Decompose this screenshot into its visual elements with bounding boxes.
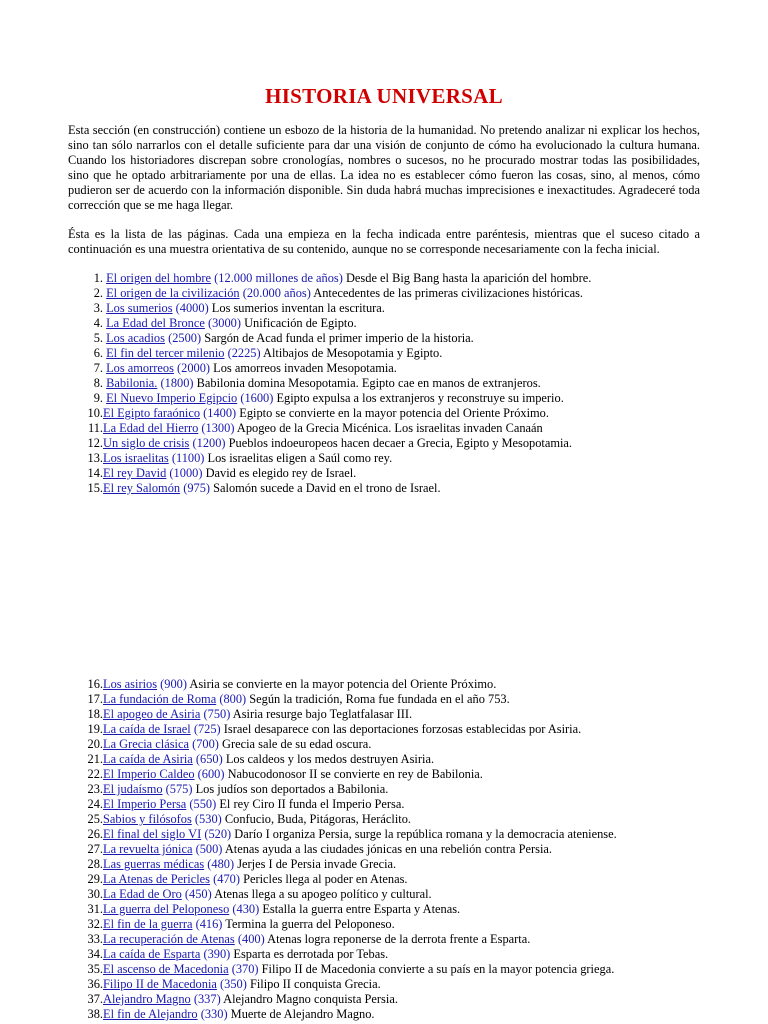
chapter-item [68,316,728,331]
chapter-item [68,346,728,361]
chapter-number: 7. [93,361,103,375]
chapter-link[interactable]: El final del siglo VI [103,827,202,841]
chapter-item [68,857,728,872]
chapter-link[interactable]: El apogeo de Asiria [103,707,201,721]
chapter-link[interactable]: La revuelta jónica [103,842,193,856]
chapter-number: 6. [93,346,103,360]
chapter-description: Grecia sale de su edad oscura. [218,737,372,751]
chapter-link[interactable]: La Edad del Bronce [106,316,205,330]
chapter-date: (2000) [177,361,211,375]
chapter-number: 16. [87,677,103,691]
chapter-date: (12.000 millones de años) [214,271,343,285]
chapter-date: (1000) [169,466,203,480]
chapter-item [68,707,728,722]
chapter-link[interactable]: El rey David [103,466,167,480]
chapter-description: Atenas ayuda a las ciudades jónicas en una rebelión contra Persia. [222,842,553,856]
chapter-item [68,812,728,827]
chapter-date: (530) [194,812,222,826]
chapter-date: (1300) [201,421,235,435]
chapter-description: Asiria resurge bajo Teglatfalasar III. [230,707,413,721]
chapter-number: 28. [87,857,103,871]
chapter-date: (725) [193,722,221,736]
chapter-date: (900) [160,677,187,691]
chapter-number: 4. [93,316,103,330]
chapter-link[interactable]: Los sumerios [106,301,173,315]
chapter-item [68,887,728,902]
chapter-date: (700) [192,737,219,751]
chapter-number: 35. [87,962,103,976]
chapter-date: (2500) [168,331,202,345]
chapter-number: 36. [87,977,103,991]
chapter-link[interactable]: Los israelitas [103,451,169,465]
chapter-description: Estalla la guerra entre Esparta y Atenas. [259,902,461,916]
chapter-link[interactable]: La caída de Israel [103,722,191,736]
chapter-description: Muerte de Alejandro Magno. [227,1007,375,1021]
chapter-link[interactable]: Filipo II de Macedonia [103,977,217,991]
chapter-description: Darío I organiza Persia, surge la república romana y la democracia ateniense. [231,827,617,841]
chapter-description: Desde el Big Bang hasta la aparición del hombre. [342,271,592,285]
chapter-link[interactable]: El Nuevo Imperio Egipcio [106,391,238,405]
chapter-number: 18. [87,707,103,721]
chapter-item [68,932,728,947]
chapter-link[interactable]: Los asirios [103,677,158,691]
chapter-description: Pericles llega al poder en Atenas. [239,872,408,886]
chapter-description: Salomón sucede a David en el trono de Israel. [210,481,441,495]
chapter-date: (416) [195,917,223,931]
chapter-description: Sargón de Acad funda el primer imperio de la historia. [201,331,474,345]
chapter-description: Esparta es derrotada por Tebas. [230,947,389,961]
chapter-number: 30. [87,887,103,901]
chapter-item [68,962,728,977]
chapter-link[interactable]: Los amorreos [106,361,174,375]
chapter-link[interactable]: La Edad del Hierro [103,421,199,435]
chapter-date: (370) [231,962,259,976]
chapter-link[interactable]: La Edad de Oro [103,887,182,901]
chapter-description: David es elegido rey de Israel. [202,466,357,480]
chapter-date: (20.000 años) [242,286,311,300]
chapter-item [68,481,728,496]
chapter-item [68,376,728,391]
chapter-item [68,782,728,797]
chapter-item [68,391,728,406]
chapter-description: Asiria se convierte en la mayor potencia del Oriente Próximo. [187,677,497,691]
chapter-date: (650) [195,752,223,766]
chapter-item [68,947,728,962]
chapter-item [68,361,728,376]
chapter-description: Termina la guerra del Peloponeso. [222,917,395,931]
chapter-link[interactable]: Los acadios [106,331,165,345]
chapter-item [68,737,728,752]
chapter-number: 12. [87,436,103,450]
chapter-date: (430) [232,902,260,916]
chapter-number: 27. [87,842,103,856]
chapter-description: Los sumerios inventan la escritura. [208,301,385,315]
chapter-item [68,722,728,737]
chapter-link[interactable]: El fin de la guerra [103,917,193,931]
chapter-description: Atenas logra reponerse de la derrota frente a Esparta. [264,932,531,946]
chapter-link[interactable]: Alejandro Magno [103,992,191,1006]
chapter-number: 1. [93,271,103,285]
chapter-date: (1600) [240,391,274,405]
chapter-item [68,797,728,812]
chapter-link[interactable]: El judaísmo [103,782,163,796]
chapter-date: (4000) [175,301,209,315]
chapter-date: (1800) [160,376,194,390]
chapter-date: (520) [204,827,232,841]
chapter-description: Nabucodonosor II se convierte en rey de Babilonia. [224,767,483,781]
chapter-date: (450) [184,887,212,901]
chapter-item [68,271,728,286]
chapter-date: (330) [200,1007,228,1021]
chapter-date: (400) [237,932,265,946]
chapter-description: Babilonia domina Mesopotamia. Egipto cae en manos de extranjeros. [193,376,541,390]
chapter-date: (337) [193,992,221,1006]
chapter-number: 9. [93,391,103,405]
chapter-date: (390) [203,947,231,961]
chapter-item [68,451,728,466]
chapter-description: Filipo II de Macedonia convierte a su país en la mayor potencia griega. [258,962,615,976]
chapter-link[interactable]: La recuperación de Atenas [103,932,235,946]
chapter-link[interactable]: El fin del tercer milenio [106,346,225,360]
chapter-date: (470) [213,872,240,886]
chapter-date: (600) [197,767,225,781]
intro-paragraph: Esta sección (en construcción) contiene un esbozo de la historia de la humanidad. No pretendo analizar ni explicar los hechos, sino tan sólo narrarlos con el detalle suficiente para dar una visión de conjunto de cómo ha evolucionado la cultura humana. Cuando los historiadores discrepan sobre cronologías, nombres o sucesos, no he procurado mostrar todas las posibilidades, sino que he optado arbitrariamente por una de ellas. La idea no es establecer cómo fueron las cosas, sino, al menos, cómo pudieron ser de acuerdo con la información disponible. Sin duda habrá muchas imprecisiones e inexactitudes. Agradeceré toda corrección que se me haga llegar. [68,123,700,212]
chapter-number: 5. [93,331,103,345]
chapter-item [68,842,728,857]
chapter-description: Pueblos indoeuropeos hacen decaer a Grecia, Egipto y Mesopotamia. [225,436,573,450]
chapter-item [68,1007,728,1022]
chapter-date: (350) [220,977,247,991]
chapter-description: Unificación de Egipto. [241,316,357,330]
chapter-number: 34. [87,947,103,961]
chapter-number: 22. [87,767,103,781]
chapter-link[interactable]: La caída de Asiria [103,752,193,766]
chapter-link[interactable]: El fin de Alejandro [103,1007,198,1021]
chapter-date: (550) [189,797,217,811]
chapter-description: Jerjes I de Persia invade Grecia. [234,857,397,871]
chapter-link[interactable]: El ascenso de Macedonia [103,962,229,976]
chapter-item [68,992,728,1007]
chapter-description: Antecedentes de las primeras civilizaciones históricas. [310,286,584,300]
chapter-description: El rey Ciro II funda el Imperio Persa. [216,797,405,811]
chapter-list-first [68,271,728,496]
chapter-date: (1100) [171,451,205,465]
chapter-link[interactable]: El Imperio Persa [103,797,187,811]
chapter-description: Egipto expulsa a los extranjeros y reconstruye su imperio. [273,391,564,405]
chapter-item [68,466,728,481]
chapter-description: Filipo II conquista Grecia. [246,977,381,991]
chapter-link[interactable]: La Atenas de Pericles [103,872,211,886]
chapter-number: 17. [87,692,103,706]
chapter-link[interactable]: La caída de Esparta [103,947,201,961]
chapter-number: 33. [87,932,103,946]
chapter-date: (750) [203,707,231,721]
chapter-item [68,421,728,436]
chapter-number: 13. [87,451,103,465]
chapter-date: (1400) [203,406,237,420]
chapter-date: (800) [219,692,247,706]
chapter-number: 2. [93,286,103,300]
chapter-link[interactable]: El rey Salomón [103,481,181,495]
chapter-number: 19. [87,722,103,736]
chapter-item [68,436,728,451]
chapter-list-second [68,677,728,1022]
chapter-number: 37. [87,992,103,1006]
chapter-date: (2225) [227,346,261,360]
chapter-date: (575) [165,782,193,796]
chapter-number: 10. [87,406,103,420]
chapter-item [68,872,728,887]
chapter-number: 24. [87,797,103,811]
chapter-item [68,917,728,932]
chapter-description: Los caldeos y los medos destruyen Asiria. [222,752,435,766]
chapter-link[interactable]: El Egipto faraónico [103,406,201,420]
chapter-link[interactable]: La Grecia clásica [103,737,189,751]
chapter-number: 29. [87,872,103,886]
chapter-link[interactable]: Babilonia. [106,376,158,390]
chapter-description: Confucio, Buda, Pitágoras, Heráclito. [221,812,412,826]
chapter-date: (480) [207,857,235,871]
chapter-link[interactable]: La fundación de Roma [103,692,217,706]
chapter-number: 31. [87,902,103,916]
chapter-item [68,677,728,692]
chapter-number: 21. [87,752,103,766]
chapter-number: 20. [87,737,103,751]
chapter-item [68,767,728,782]
chapter-number: 23. [87,782,103,796]
chapter-link[interactable]: El origen de la civilización [106,286,240,300]
chapter-link[interactable]: Un siglo de crisis [103,436,190,450]
chapter-link[interactable]: Las guerras médicas [103,857,205,871]
chapter-link[interactable]: La guerra del Peloponeso [103,902,230,916]
chapter-description: Los israelitas eligen a Saúl como rey. [204,451,393,465]
chapter-item [68,827,728,842]
page-title: HISTORIA UNIVERSAL [265,84,503,108]
chapter-description: Atenas llega a su apogeo político y cultural. [211,887,432,901]
chapter-item [68,692,728,707]
chapter-number: 14. [87,466,103,480]
chapter-date: (1200) [192,436,226,450]
chapter-item [68,902,728,917]
chapter-number: 26. [87,827,103,841]
chapter-description: Según la tradición, Roma fue fundada en el año 753. [246,692,510,706]
chapter-number: 8. [93,376,103,390]
chapter-description: Alejandro Magno conquista Persia. [220,992,398,1006]
chapter-link[interactable]: El Imperio Caldeo [103,767,195,781]
chapter-item [68,752,728,767]
chapter-description: Egipto se convierte en la mayor potencia del Oriente Próximo. [236,406,549,420]
chapter-date: (3000) [207,316,242,330]
chapter-link[interactable]: El origen del hombre [106,271,212,285]
chapter-item [68,301,728,316]
chapter-item [68,331,728,346]
chapter-item [68,977,728,992]
chapter-number: 3. [93,301,103,315]
chapter-date: (975) [183,481,211,495]
chapter-date: (500) [195,842,223,856]
chapter-number: 15. [87,481,103,495]
chapter-description: Altibajos de Mesopotamia y Egipto. [260,346,443,360]
chapter-item [68,406,728,421]
chapter-description: Los judíos son deportados a Babilonia. [192,782,389,796]
chapter-number: 32. [87,917,103,931]
chapter-description: Los amorreos invaden Mesopotamia. [210,361,397,375]
chapter-item [68,286,728,301]
chapter-number: 11. [87,421,103,435]
chapter-link[interactable]: Sabios y filósofos [103,812,192,826]
chapter-number: 25. [87,812,103,826]
chapter-number: 38. [87,1007,103,1021]
list-intro-paragraph: Ésta es la lista de las páginas. Cada una empieza en la fecha indicada entre paréntesis, mientras que el suceso citado a continuación es una muestra orientativa de su contenido, aunque no se corresponde necesariamente con la fecha inicial. [68,227,700,256]
chapter-description: Israel desaparece con las deportaciones forzosas establecidas por Asiria. [220,722,582,736]
chapter-description: Apogeo de la Grecia Micénica. Los israelitas invaden Canaán [234,421,543,435]
